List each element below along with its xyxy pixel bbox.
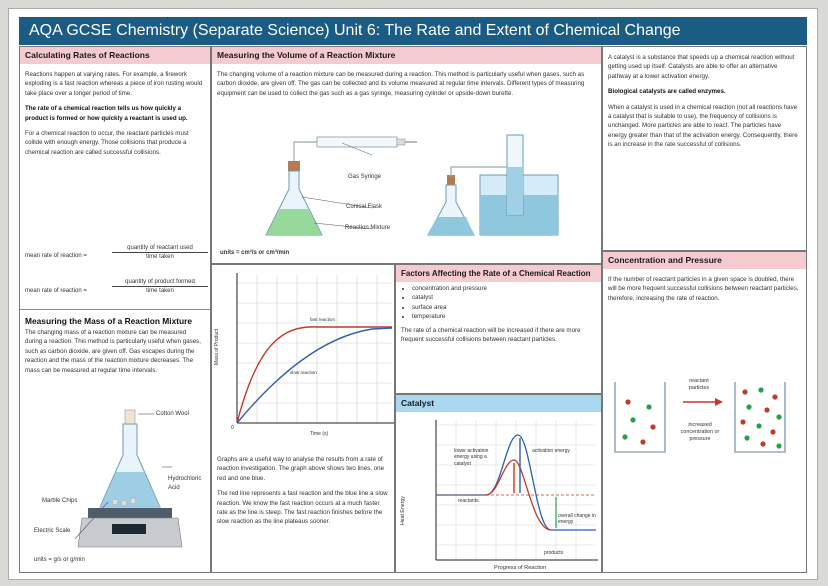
- formula2-label: mean rate of reaction =: [25, 288, 87, 294]
- reactants-label: reactants: [458, 498, 479, 504]
- gas-syringe-label: Gas Syringe: [348, 174, 382, 180]
- overall-change-label: overall change in energy: [558, 513, 596, 526]
- rates-intro-text: Reactions happen at varying rates. For example, a firework exploding is a fast reaction whereas a piece of iron rusting would take place over a longer period of time.: [25, 71, 203, 97]
- graph-text-2: The red line represents a fast reaction and the blue line a slow reaction. We know the fast reaction occurs at a much faster rate as the line is steep. The fast reaction finishes before the slow reaction as the line plateaus sooner.: [217, 490, 388, 526]
- cotton-wool-shape: [125, 410, 135, 424]
- marble-chips-label: Marble Chips: [42, 498, 78, 504]
- increased-concentration-label: increased concentration or pressure: [680, 422, 720, 442]
- formula2-numerator: quantity of product formed: [112, 279, 208, 287]
- mass-units: units = g/s or g/min: [34, 557, 85, 563]
- mass-heading: Measuring the Mass of a Reaction Mixture: [25, 316, 193, 326]
- enzymes-text: Biological catalysts are called enzymes.: [608, 88, 726, 96]
- conical-flask-label: Conical Flask: [346, 204, 383, 210]
- page-title: AQA GCSE Chemistry (Separate Science) Unit 6: The Rate and Extent of Chemical Change: [19, 17, 807, 45]
- formula1-denominator: time taken: [146, 254, 174, 260]
- mass-text: The changing mass of a reaction mixture can be measured during a reaction. This method is particularly useful when gases, such as carbon dioxide, are given off. Gas escapes during the reaction and the mass of the reaction mixture decreases. The mass can be measured at regular time intervals.: [25, 329, 201, 374]
- catalyst-definition: A catalyst is a substance that speeds up a chemical reaction without getting used up itself. Catalysts are able to offer an alternative pathway at a lower activation energy.: [608, 54, 795, 80]
- rate-graph: [212, 265, 395, 445]
- slow-reaction-line: [237, 328, 392, 423]
- volume-units: units = cm³/s or cm³/min: [220, 250, 290, 256]
- reaction-mixture-label: Reaction Mixture: [345, 225, 391, 231]
- concentration-heading: Concentration and Pressure: [603, 252, 806, 269]
- fast-reaction-label: fast reaction: [310, 317, 336, 322]
- divider: [20, 309, 210, 310]
- factor-item: • surface area: [412, 303, 601, 312]
- formula1-fraction: [112, 245, 208, 260]
- catalyst-ylabel: Heat Energy: [400, 496, 406, 525]
- catalyst-panel: [395, 394, 602, 573]
- lower-activation-label: lower activation energy using a catalyst: [454, 448, 489, 467]
- graph-xlabel: Time (s): [310, 431, 329, 437]
- concentration-panel: [602, 251, 807, 573]
- factor-item: • catalyst: [412, 293, 601, 302]
- products-label: products: [544, 550, 564, 556]
- factors-panel: [395, 264, 602, 394]
- factor-item: • concentration and pressure: [412, 284, 601, 293]
- electric-scale-label: Electric Scale: [34, 528, 71, 534]
- activation-energy-label: activation energy: [532, 448, 570, 454]
- formula2-denominator: time taken: [146, 288, 174, 294]
- factors-text: The rate of a chemical reaction will be increased if there are more frequent successful collisions between reactant particles.: [401, 326, 581, 344]
- rate-definition-text: The rate of a chemical reaction tells us how quickly a product is formed or how quickly a reactant is used up.: [25, 105, 188, 122]
- catalyst-collisions-text: When a catalyst is used in a chemical reaction (not all reactions have a catalyst that is suitable to use), the frequency of collisions is unchanged. More particles are able to react. The particles have energy greater than that of the activation energy. Consequently, there is an increase in the rate successful of collisions.: [608, 103, 798, 149]
- formula2-fraction: [112, 279, 208, 294]
- reactant-particles-label: reactant particles: [688, 378, 710, 391]
- factor-item: • temperature: [412, 312, 601, 321]
- catalyst-info-panel: [602, 46, 807, 251]
- concentration-diagram: [603, 362, 807, 462]
- formula1-label: mean rate of reaction =: [25, 253, 87, 259]
- catalyst-xlabel: Progress of Reaction: [494, 565, 547, 571]
- factors-list: [396, 284, 601, 322]
- graph-text-1: Graphs are a useful way to analyse the results from a rate of reaction investigation. The graph above shows two lines, one red and one blue.: [217, 456, 385, 482]
- calculating-rates-heading: Calculating Rates of Reactions: [20, 47, 210, 64]
- graph-origin: 0: [231, 425, 234, 431]
- collision-text: For a chemical reaction to occur, the reactant particles must collide with enough energy. Those collisions that produce a chemical reaction are called successful collisions.: [25, 130, 189, 156]
- formula1-numerator: quantity of reactant used: [112, 245, 208, 253]
- volume-panel: [211, 46, 602, 264]
- calculating-rates-panel: [19, 46, 211, 573]
- factors-heading: Factors Affecting the Rate of a Chemical Reaction: [396, 265, 601, 282]
- graph-ylabel: Mass of Product: [214, 328, 220, 365]
- slow-reaction-label: slow reaction: [290, 370, 317, 375]
- volume-text: The changing volume of a reaction mixture can be measured during a reaction. This method is particularly useful when gases, such as carbon dioxide, are given off. The gas can be collected and its volume measured at regular time intervals. Different types of measuring equipment can be used to collect the gas such as a gas syringe, measuring cylinder or upside-down burette.: [217, 71, 585, 97]
- graph-panel: [211, 264, 395, 573]
- energy-profile-diagram: [396, 415, 601, 571]
- cotton-wool-label: Cotton Wool: [156, 411, 189, 417]
- hcl-label: Hydrochloric Acid: [168, 476, 202, 491]
- concentration-text: If the number of reactant particles in a given space is doubled, there will be more frequent successful collisions between reactant particles, therefore, increasing the rate of reaction.: [608, 276, 799, 302]
- revision-sheet: [8, 8, 818, 580]
- catalyst-heading: Catalyst: [396, 395, 601, 412]
- gas-syringe-diagram: [222, 127, 592, 247]
- volume-heading: Measuring the Volume of a Reaction Mixture: [212, 47, 601, 64]
